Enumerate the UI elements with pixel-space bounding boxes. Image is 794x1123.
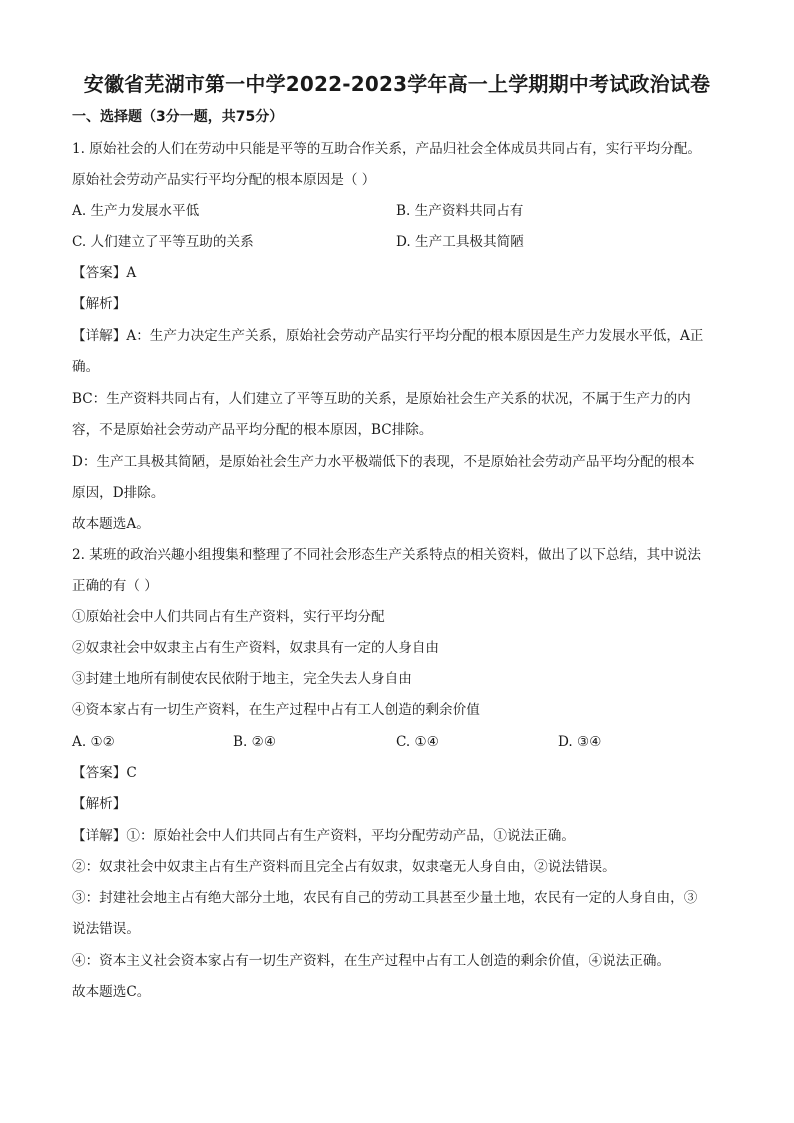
q2-answer: 【答案】C	[72, 765, 137, 781]
q2-option-d: D. ③④	[558, 734, 602, 750]
q1-option-d: D. 生产工具极其简陋	[396, 234, 524, 250]
q2-conclusion: 故本题选C。	[72, 984, 151, 1000]
q2-option-a: A. ①②	[72, 734, 115, 750]
q1-answer: 【答案】A	[72, 265, 137, 281]
q2-detail-line-5: ④：资本主义社会资本家占有一切生产资料，在生产过程中占有工人创造的剩余价值，④说法正确。	[72, 953, 671, 969]
q2-statement-1: ①原始社会中人们共同占有生产资料，实行平均分配	[72, 609, 385, 625]
q1-option-b: B. 生产资料共同占有	[396, 203, 524, 219]
page-title: 安徽省芜湖市第一中学2022-2023学年高一上学期期中考试政治试卷	[83, 72, 711, 96]
q1-stem-line-1: 1. 原始社会的人们在劳动中只能是平等的互助合作关系，产品归社会全体成员共同占有，实行平均分配。	[72, 141, 702, 157]
q1-option-c: C. 人们建立了平等互助的关系	[72, 234, 254, 250]
q1-stem-line-2: 原始社会劳动产品实行平均分配的根本原因是（ ）	[72, 172, 376, 188]
q2-analysis-label: 【解析】	[72, 796, 127, 812]
q1-analysis-label: 【解析】	[72, 296, 127, 312]
q2-detail-line-4: 说法错误。	[72, 921, 140, 937]
q2-detail-line-1: 【详解】①：原始社会中人们共同占有生产资料，平均分配劳动产品，①说法正确。	[72, 828, 575, 844]
q2-detail-line-3: ③：封建社会地主占有绝大部分土地，农民有自己的劳动工具甚至少量土地，农民有一定的人身自由，③	[72, 890, 698, 906]
q2-detail-line-2: ②：奴隶社会中奴隶主占有生产资料而且完全占有奴隶，奴隶毫无人身自由，②说法错误。	[72, 859, 616, 875]
section-heading: 一、选择题（3分一题，共75分）	[72, 109, 284, 125]
q1-detail-line-2: 确。	[72, 359, 100, 375]
q2-statement-2: ②奴隶社会中奴隶主占有生产资料，奴隶具有一定的人身自由	[72, 640, 440, 656]
q1-conclusion: 故本题选A。	[72, 516, 150, 532]
q1-detail-line-1: 【详解】A：生产力决定生产关系，原始社会劳动产品实行平均分配的根本原因是生产力发展水平低，A正	[72, 328, 704, 344]
q2-statement-3: ③封建土地所有制使农民依附于地主，完全失去人身自由	[72, 671, 412, 687]
q2-statement-4: ④资本家占有一切生产资料，在生产过程中占有工人创造的剩余价值	[72, 702, 480, 718]
q1-detail-line-3: BC：生产资料共同占有，人们建立了平等互助的关系，是原始社会生产关系的状况，不属于生产力的内	[72, 391, 691, 407]
q2-stem-line-1: 2. 某班的政治兴趣小组搜集和整理了不同社会形态生产关系特点的相关资料，做出了以下总结，其中说法	[72, 547, 702, 563]
q1-detail-line-4: 容，不是原始社会劳动产品平均分配的根本原因，BC排除。	[72, 422, 433, 438]
q2-option-b: B. ②④	[233, 734, 277, 750]
q1-option-a: A. 生产力发展水平低	[72, 203, 200, 219]
q1-detail-line-6: 原因，D排除。	[72, 485, 165, 501]
q2-option-c: C. ①④	[396, 734, 439, 750]
q1-detail-line-5: D：生产工具极其简陋，是原始社会生产力水平极端低下的表现，不是原始社会劳动产品平均分配的根本	[72, 454, 695, 470]
q2-stem-line-2: 正确的有（ ）	[72, 578, 158, 594]
